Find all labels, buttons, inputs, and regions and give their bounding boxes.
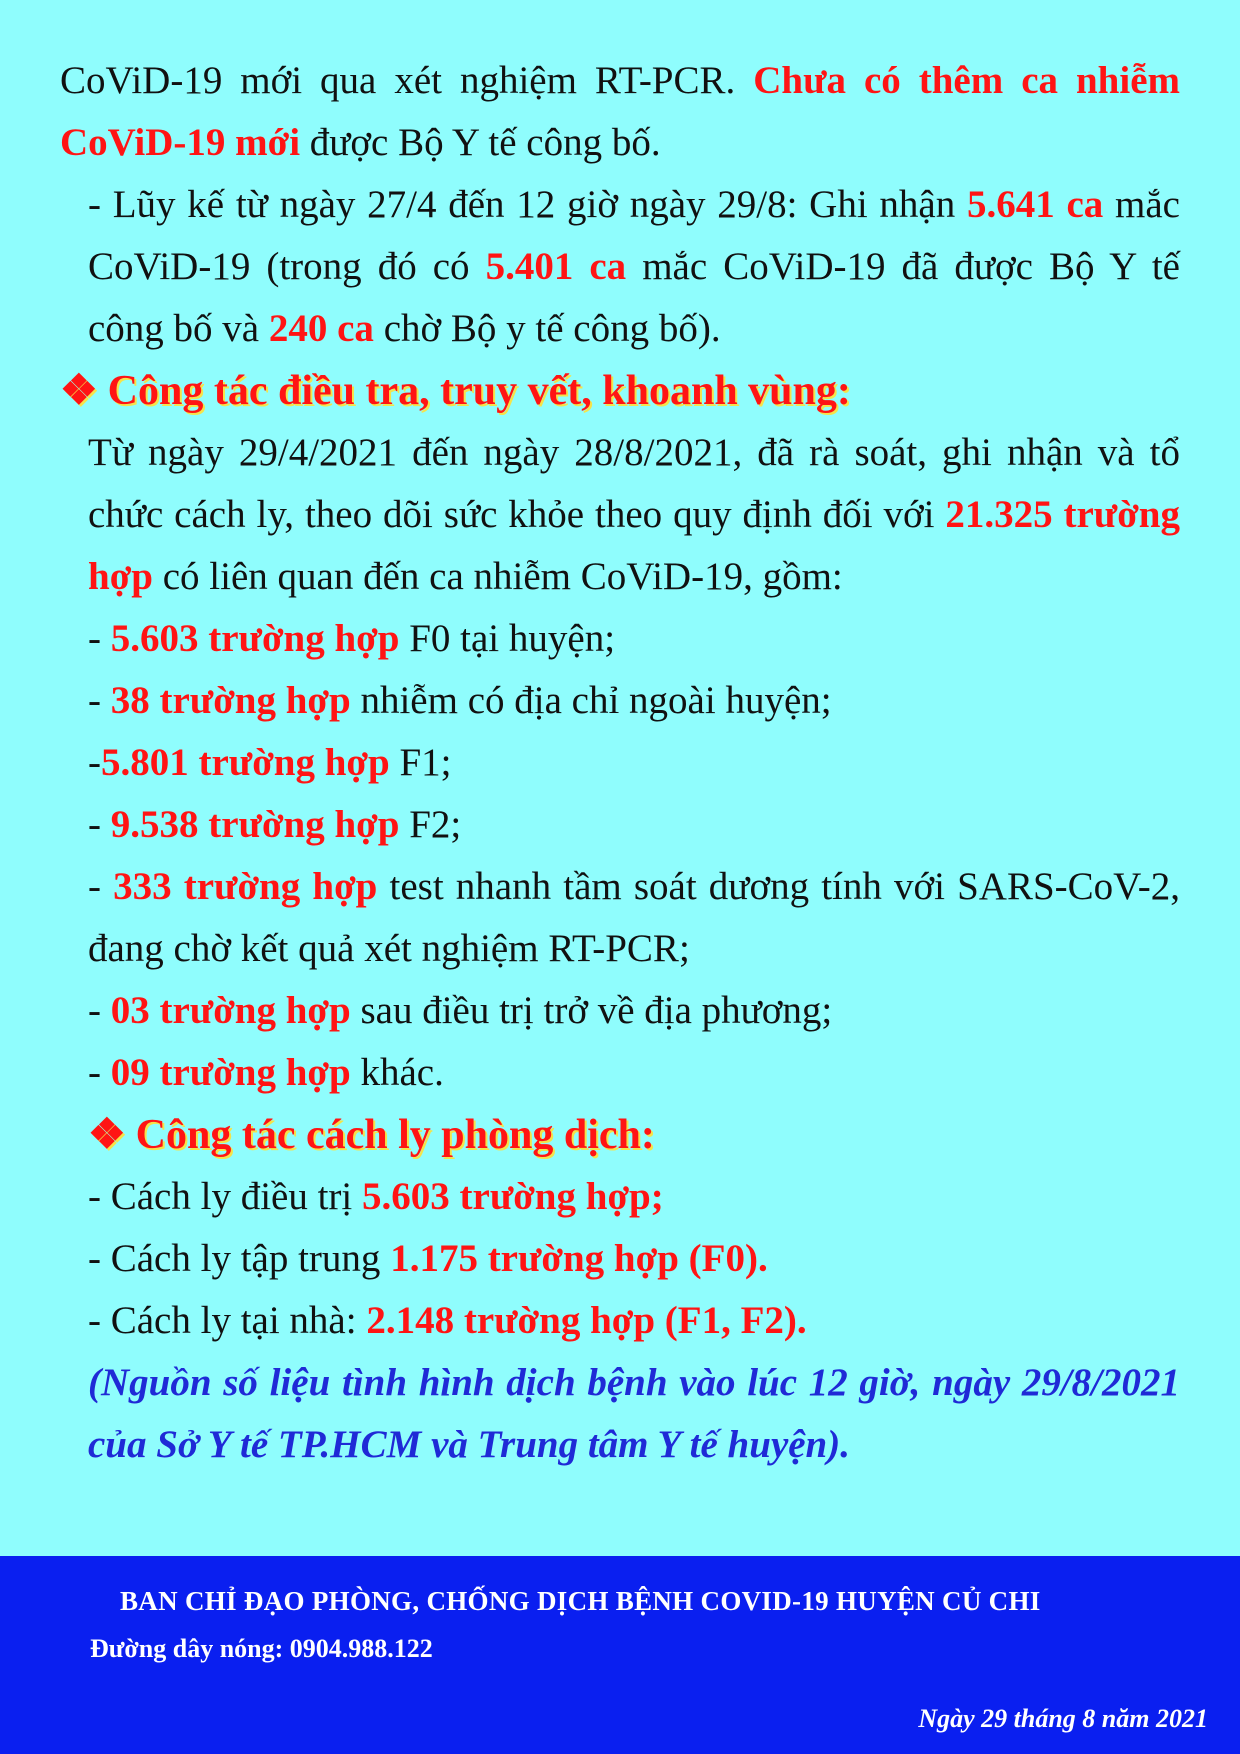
highlight: 1.175 trường hợp (F0). [390,1237,768,1280]
highlight: 2.148 trường hợp (F1, F2). [366,1299,807,1342]
highlight: 5.801 trường hợp [101,741,390,784]
list-item [60,794,1180,856]
highlight: 03 trường hợp [110,989,351,1032]
text: - [88,1051,111,1094]
list-item [60,1042,1180,1104]
text: Từ ngày 29/4/2021 đến ngày 28/8/2021, đã rà soát, ghi nhận và tổ chức cách ly, theo dõi sức khỏe theo quy định đối với [88,431,1180,536]
section-heading-isolation [60,1104,1180,1166]
data-source-note: (Nguồn số liệu tình hình dịch bệnh vào lúc 12 giờ, ngày 29/8/2021 của Sở Y tế TP.HCM và Trung tâm Y tế huyện). [88,1361,1180,1466]
highlight: 240 ca [268,307,374,350]
highlight: 5.641 ca [966,183,1104,226]
text: CoViD-19 mới qua xét nghiệm RT-PCR. [60,59,754,102]
text: test nhanh tầm soát dương tính với SARS-CoV-2, đang chờ kết quả xét nghiệm RT-PCR; [88,865,1180,970]
highlight: 333 trường hợp [113,865,378,908]
list-item [60,980,1180,1042]
text: - [88,679,111,722]
organization-name: BAN CHỈ ĐẠO PHÒNG, CHỐNG DỊCH BỆNH COVID-19 HUYỆN CỦ CHI [120,1586,1041,1616]
highlight: 5.401 ca [485,245,627,288]
text: - [88,617,111,660]
paragraph-new-cases [60,50,1180,174]
highlight: 09 trường hợp [110,1051,351,1094]
heading-text: Công tác điều tra, truy vết, khoanh vùng: [107,368,851,414]
highlight: 5.603 trường hợp; [362,1175,664,1218]
highlight: Chưa có thêm ca nhiễm CoViD-19 mới [60,59,1180,164]
list-item [60,856,1180,980]
diamond-bullet-icon: ❖ [60,368,98,414]
text: F2; [399,803,462,846]
text: có liên quan đến ca nhiễm CoViD-19, gồm: [152,555,843,598]
list-item [60,1228,1180,1290]
diamond-bullet-icon: ❖ [88,1112,126,1158]
text: - Cách ly tập trung [88,1237,391,1280]
issue-date: Ngày 29 tháng 8 năm 2021 [918,1704,1208,1733]
list-item [60,608,1180,670]
text: chờ Bộ y tế công bố). [373,307,721,350]
text: - Cách ly tại nhà: [88,1299,367,1342]
text: mắc CoViD-19 (trong đó có [88,183,1180,288]
text: mắc CoViD-19 đã được Bộ Y tế công bố và [88,245,1180,350]
text: sau điều trị trở về địa phương; [350,989,833,1032]
text: - Lũy kế từ ngày 27/4 đến 12 giờ ngày 29/8: Ghi nhận [88,183,967,226]
text: được Bộ Y tế công bố. [300,121,661,164]
text: - [88,989,111,1032]
text: - [88,865,114,908]
list-item [60,670,1180,732]
bulletin-body [60,50,1180,1476]
highlight: 21.325 trường hợp [88,493,1180,598]
text: - [88,803,111,846]
text: - [88,741,101,784]
list-item [60,1166,1180,1228]
paragraph-tracing [60,422,1180,608]
hotline: Đường dây nóng: 0904.988.122 [90,1634,433,1663]
paragraph-cumulative [60,174,1180,360]
highlight: 5.603 trường hợp [110,617,400,660]
text: - Cách ly điều trị [88,1175,363,1218]
highlight: 38 trường hợp [110,679,351,722]
text: F1; [389,741,452,784]
highlight: 9.538 trường hợp [110,803,400,846]
footer-banner [0,1556,1240,1754]
section-heading-tracing [60,360,1180,422]
text: nhiễm có địa chỉ ngoài huyện; [350,679,832,722]
list-item [60,1290,1180,1352]
list-item [60,732,1180,794]
text: F0 tại huyện; [399,617,616,660]
text: khác. [350,1051,444,1094]
heading-text: Công tác cách ly phòng dịch: [135,1112,655,1158]
